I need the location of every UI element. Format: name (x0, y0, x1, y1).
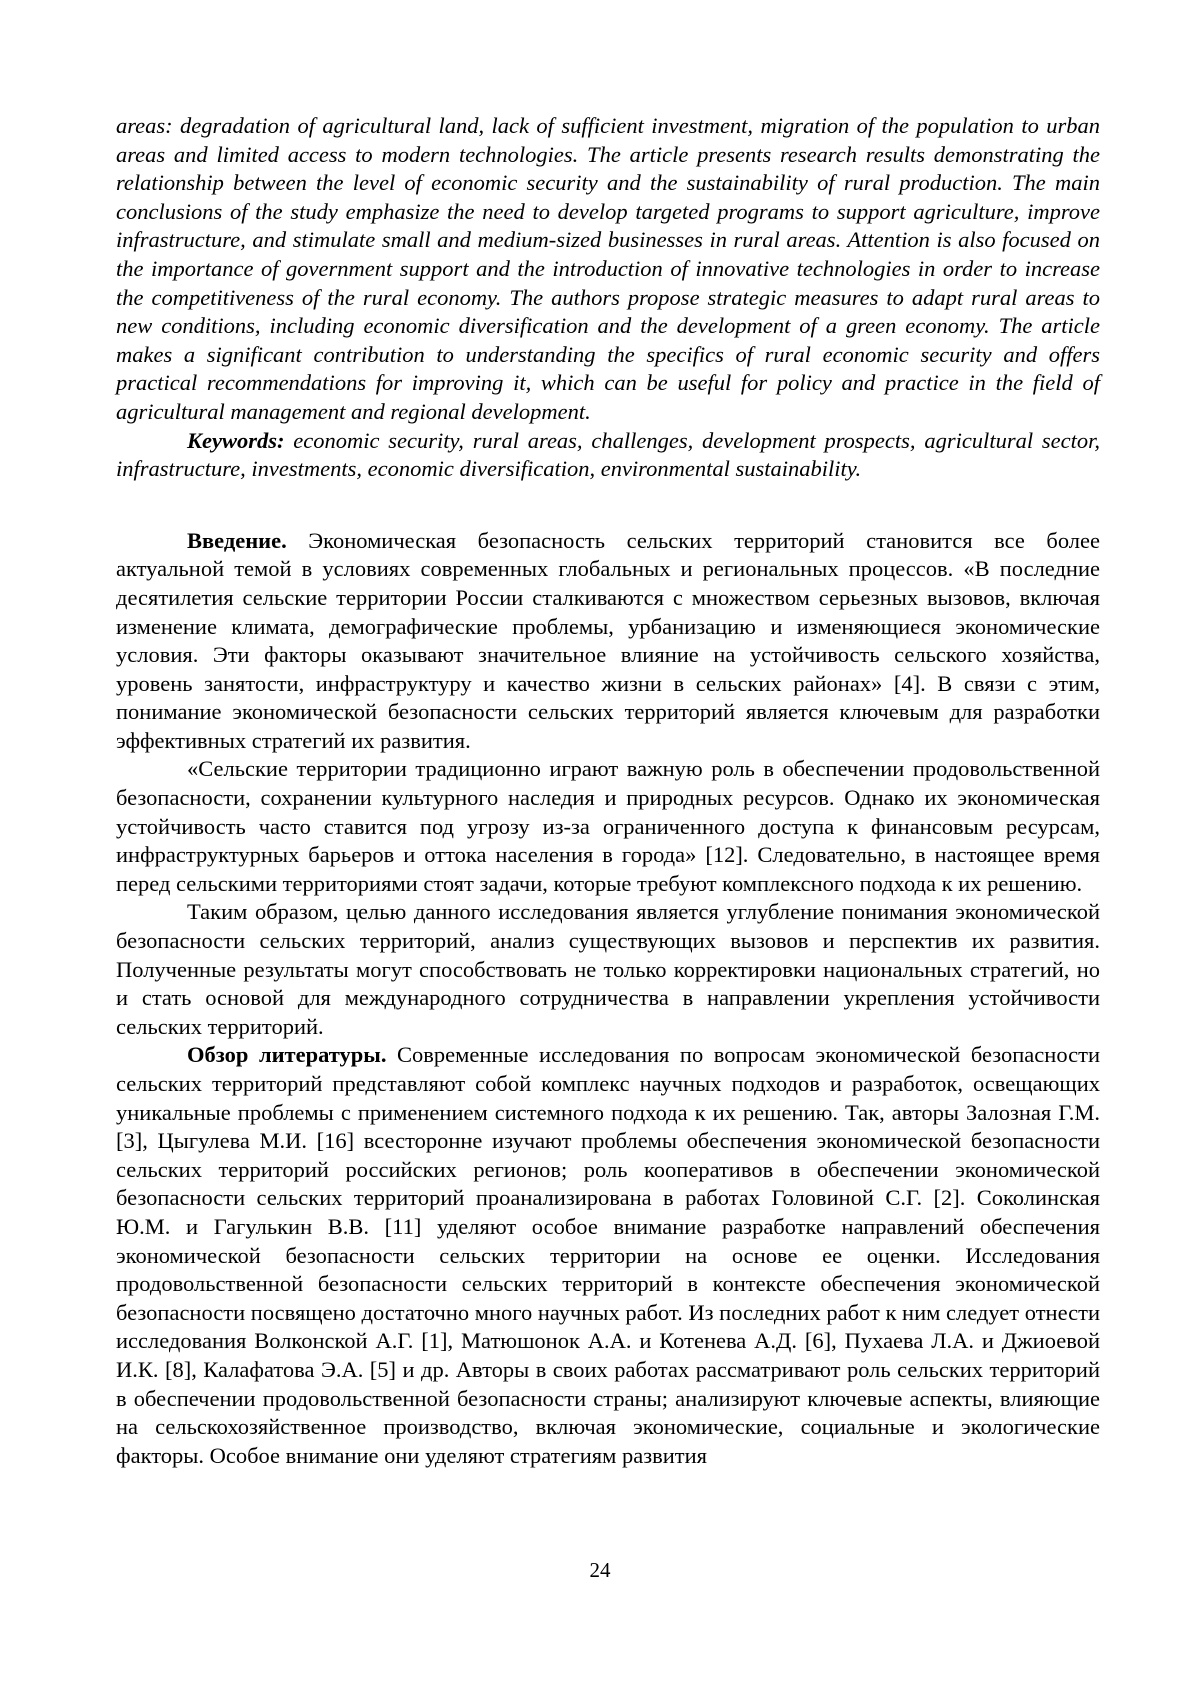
paragraph-introduction (116, 527, 1100, 756)
section-heading-introduction: Введение. (187, 528, 287, 553)
paragraph-text: Современные исследования по вопросам экономической безопасности сельских территорий представляют собой комплекс научных подходов и разработок, освещающих уникальные проблемы с применением системного подхода к их решению. Так, авторы Залозная Г.М. [3], Цыгулева М.И. [16] всесторонне изучают проблемы обеспечения экономической безопасности сельских территорий российских регионов; роль кооперативов в обеспечении экономической безопасности сельских территорий проанализирована в работах Головиной С.Г. [2]. Соколинская Ю.М. и Гагулькин В.В. [11] уделяют особое внимание разработке направлений обеспечения экономической безопасности сельских территории на основе ее оценки. Исследования продовольственной безопасности сельских территорий в контексте обеспечения экономической безопасности посвящено достаточно много научных работ. Из последних работ к ним следует отнести исследования Волконской А.Г. [1], Матюшонок А.А. и Котенева А.Д. [6], Пухаева Л.А. и Джиоевой И.К. [8], Калафатова Э.А. [5] и др. Авторы в своих работах рассматривают роль сельских территорий в обеспечении продовольственной безопасности страны; анализируют ключевые аспекты, влияющие на сельскохозяйственное производство, включая экономические, социальные и экологические факторы. Особое внимание они уделяют стратегиям развития (116, 1042, 1100, 1467)
keywords-label: Keywords: (187, 428, 285, 453)
paragraph-text: Таким образом, целью данного исследования является углубление понимания экономической безопасности сельских территорий, анализ существующих вызовов и перспектив их развития. Полученные результаты могут способствовать не только корректировки национальных стратегий, но и стать основой для международного сотрудничества в направлении укрепления устойчивости сельских территорий. (116, 899, 1100, 1038)
paragraph-text: Экономическая безопасность сельских территорий становится все более актуальной темой в условиях современных глобальных и региональных процессов. «В последние десятилетия сельские территории России сталкиваются с множеством серьезных вызовов, включая изменение климата, демографические проблемы, урбанизацию и изменяющиеся экономические условия. Эти факторы оказывают значительное влияние на устойчивость сельского хозяйства, уровень занятости, инфраструктуру и качество жизни в сельских районах» [4]. В связи с этим, понимание экономической безопасности сельских территорий является ключевым для разработки эффективных стратегий их развития. (116, 528, 1100, 753)
keywords-text: economic security, rural areas, challenges, development prospects, agricultural sector, infrastructure, investments, economic diversification, environmental sustainability. (116, 428, 1100, 482)
page-body (116, 112, 1100, 1470)
keywords (116, 427, 1100, 484)
paragraph-text: «Сельские территории традиционно играют важную роль в обеспечении продовольственной безопасности, сохранении культурного наследия и природных ресурсов. Однако их экономическая устойчивость часто ставится под угрозу из-за ограниченного доступа к финансовым ресурсам, инфраструктурных барьеров и оттока населения в города» [12]. Следовательно, в настоящее время перед сельскими территориями стоят задачи, которые требуют комплексного подхода к их решению. (116, 756, 1100, 895)
paragraph-literature-review (116, 1041, 1100, 1470)
section-heading-literature-review: Обзор литературы. (187, 1042, 386, 1067)
paragraph-research-goal (116, 898, 1100, 1041)
paragraph-rural-territories (116, 755, 1100, 898)
abstract-text: areas: degradation of agricultural land, lack of sufficient investment, migration of the population to urban areas and limited access to modern technologies. The article presents research results demonstrating the relationship between the level of economic security and the sustainability of rural production. The main conclusions of the study emphasize the need to develop targeted programs to support agriculture, improve infrastructure, and stimulate small and medium-sized businesses in rural areas. Attention is also focused on the importance of government support and the introduction of innovative technologies in order to increase the competitiveness of the rural economy. The authors propose strategic measures to adapt rural areas to new conditions, including economic diversification and the development of a green economy. The article makes a significant contribution to understanding the specifics of rural economic security and offers practical recommendations for improving it, which can be useful for policy and practice in the field of agricultural management and regional development. (116, 112, 1100, 427)
page-number: 24 (0, 1558, 1200, 1583)
